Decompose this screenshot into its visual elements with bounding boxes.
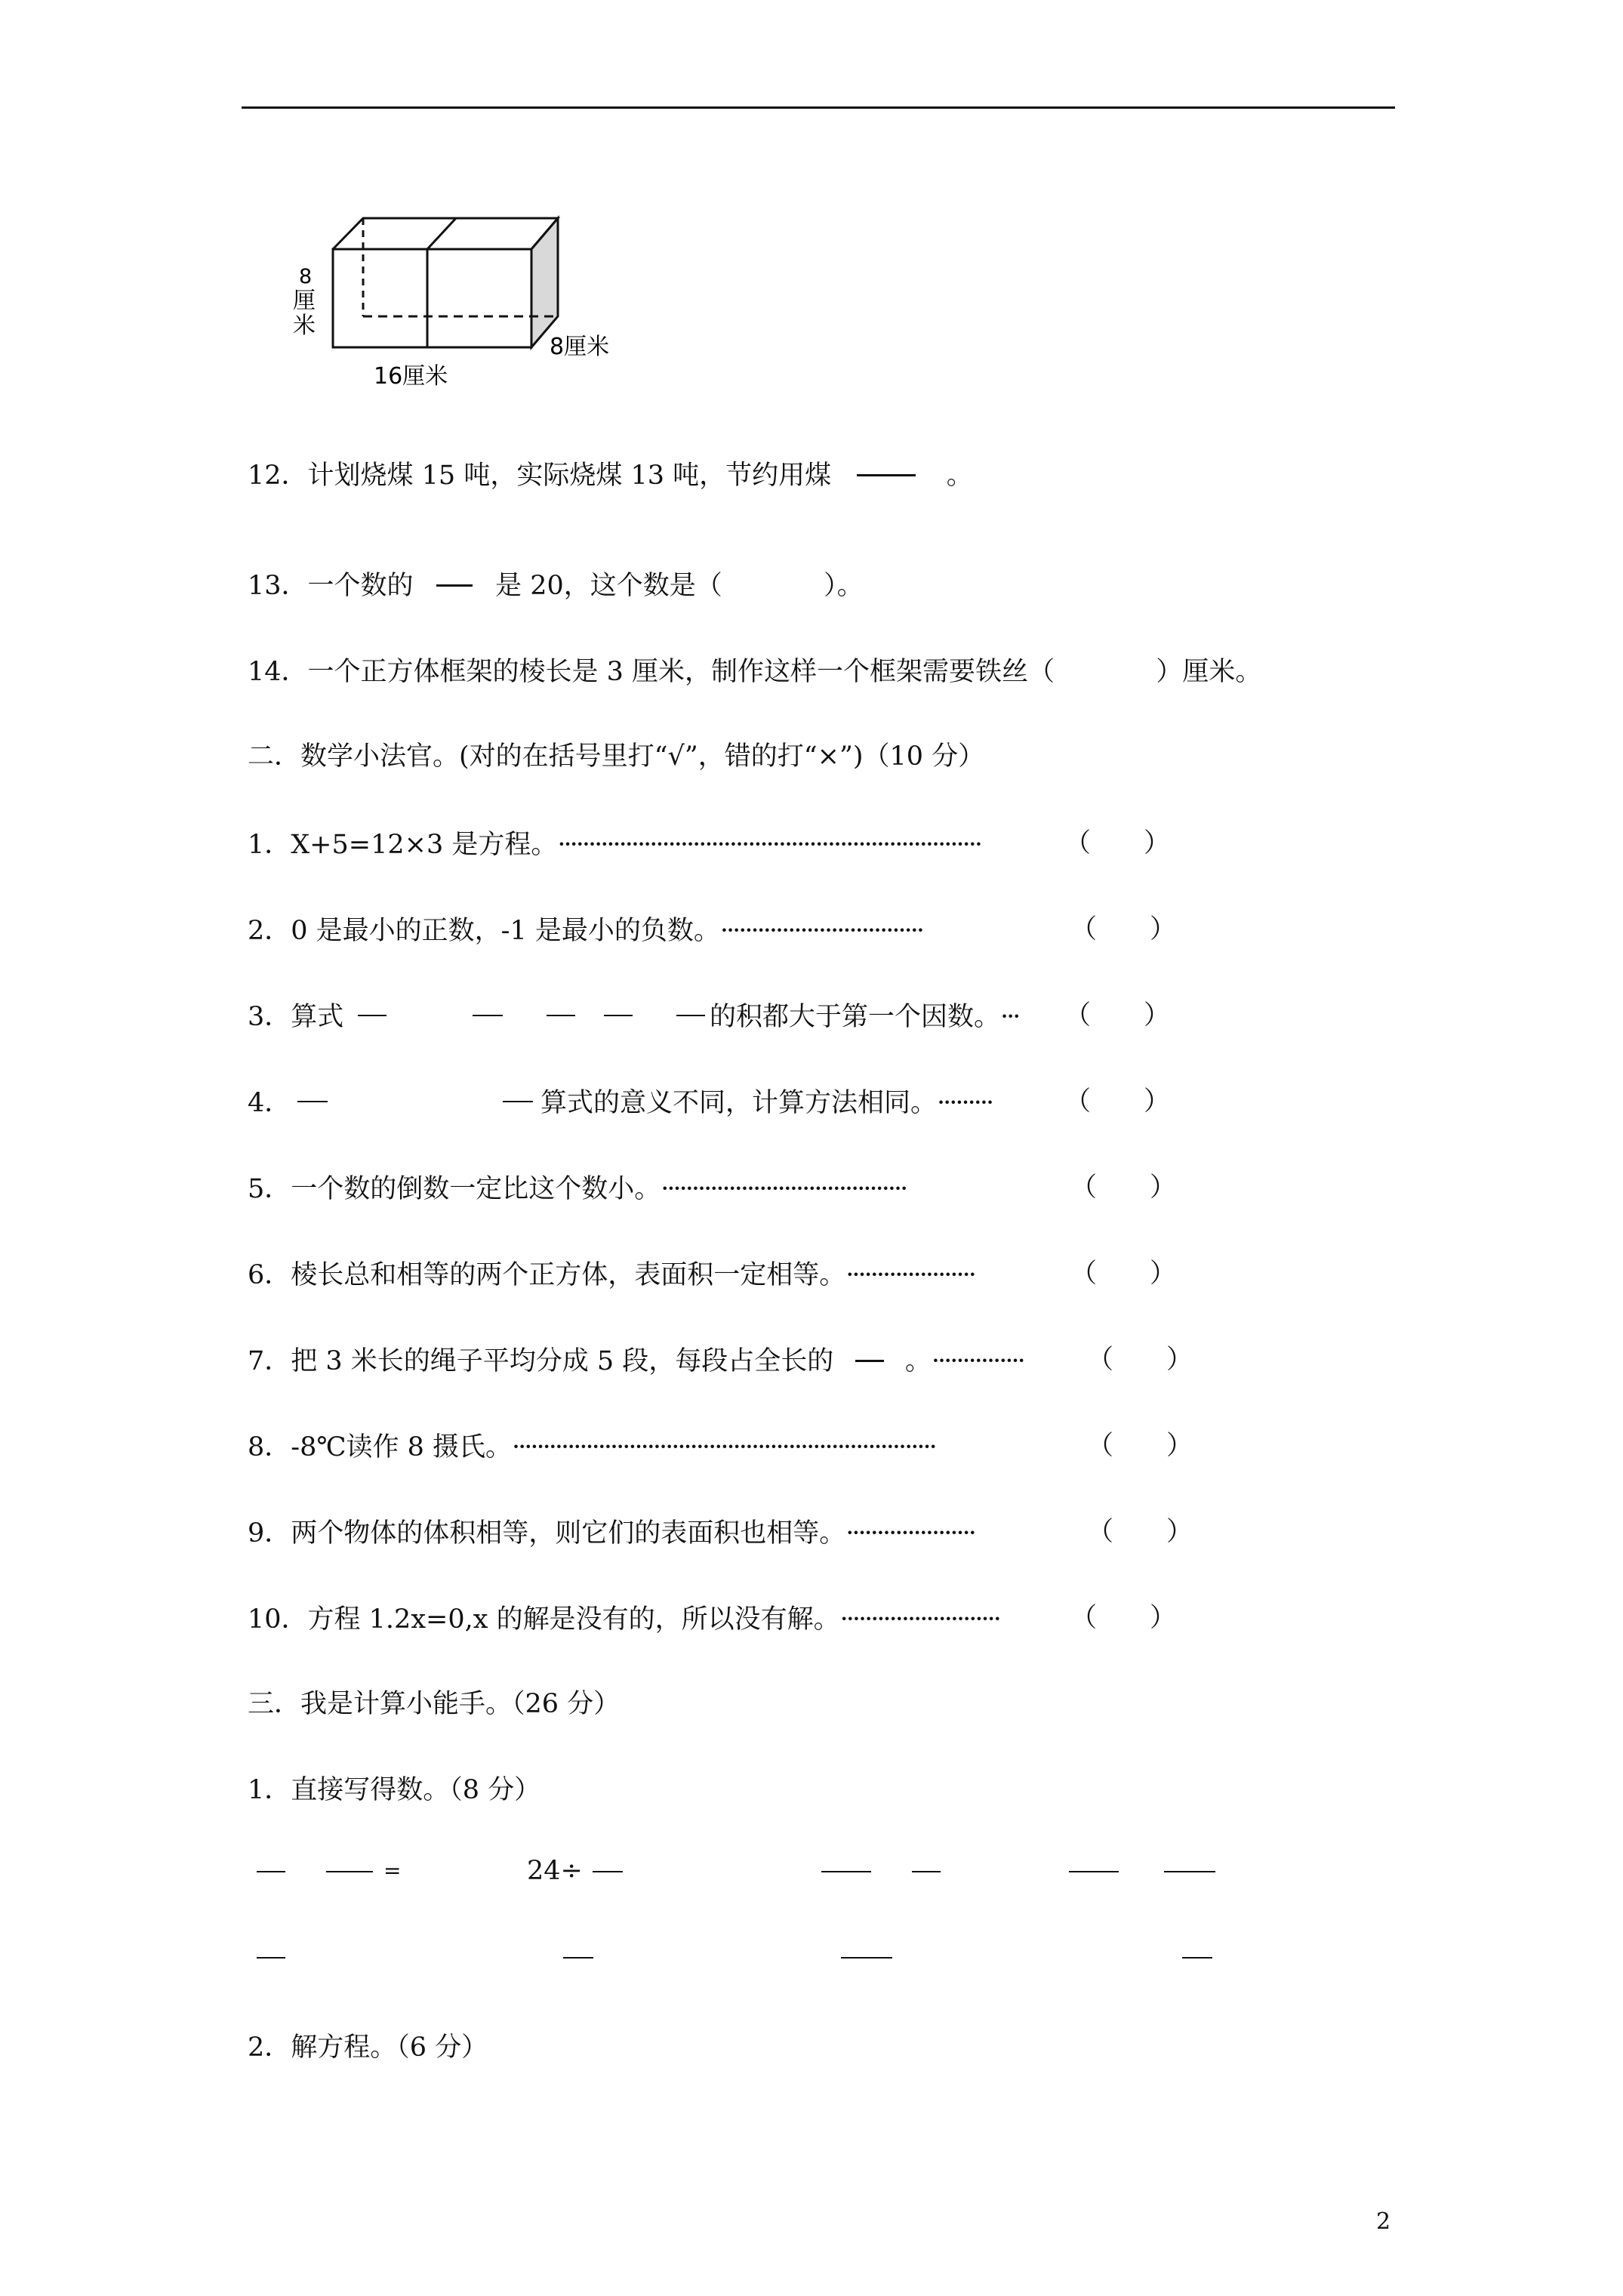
question-14 xyxy=(248,646,1261,695)
page-number: 2 xyxy=(1376,2208,1391,2235)
answer-paren-6[interactable]: （ ） xyxy=(1070,1259,1177,1289)
dot-leader: ····································································· xyxy=(512,1432,935,1462)
depth-label: 8厘米 xyxy=(550,334,610,360)
judge-item-3 xyxy=(248,991,343,1040)
dot-leader: ································· xyxy=(719,915,923,946)
dot-leader: ····················· xyxy=(845,1259,975,1290)
height-digit: 8 xyxy=(299,265,313,288)
width-label: 16厘米 xyxy=(374,363,448,390)
question-13 xyxy=(248,560,864,609)
judge-item-7 xyxy=(248,1336,1024,1384)
judge-item-8-text: 8．-8℃读作 8 摄氏。 xyxy=(248,1432,513,1462)
fraction-bar xyxy=(593,1871,623,1872)
judge-item-5 xyxy=(248,1163,906,1212)
fraction-bar xyxy=(1164,1871,1215,1872)
answer-paren-8[interactable]: （ ） xyxy=(1087,1431,1193,1461)
question-12-text: 12．计划烧煤 15 吨，实际烧煤 13 吨，节约用煤 xyxy=(248,460,832,491)
fraction-bar xyxy=(857,474,916,476)
answer-paren-1[interactable]: （ ） xyxy=(1064,828,1171,858)
dot-leader: ····················· xyxy=(845,1518,975,1549)
fraction-bar xyxy=(1069,1871,1119,1872)
answer-paren-9[interactable]: （ ） xyxy=(1087,1517,1193,1547)
judge-item-4-text-b: 算式的意义不同，计算方法相同。 xyxy=(540,1087,938,1118)
division-expr: 24÷ xyxy=(527,1856,583,1886)
fraction-bar xyxy=(821,1871,871,1872)
fraction-bar xyxy=(855,1360,884,1362)
dot-leader: ·························· xyxy=(839,1604,999,1635)
judge-item-10 xyxy=(248,1594,999,1642)
fraction-bar xyxy=(326,1871,373,1872)
judge-item-7-end: 。 xyxy=(904,1345,932,1376)
fraction-bar xyxy=(676,1015,705,1016)
cuboid-figure xyxy=(279,208,634,404)
question-13-text: 13．一个数的 xyxy=(248,570,414,601)
fraction-bar xyxy=(1182,1957,1212,1959)
fraction-bar xyxy=(257,1957,285,1959)
dot-leader: ····································································· xyxy=(557,829,981,860)
answer-paren-3[interactable]: （ ） xyxy=(1064,1000,1171,1031)
answer-paren-10[interactable]: （ ） xyxy=(1070,1603,1177,1633)
question-12 xyxy=(248,450,973,498)
fraction-bar xyxy=(563,1957,593,1959)
dot-leader: ··· xyxy=(1000,1001,1019,1032)
judge-item-3-text-b: 的积都大于第一个因数。 xyxy=(710,1001,1001,1032)
judge-item-5-text: 5．一个数的倒数一定比这个数小。 xyxy=(248,1173,661,1204)
judge-item-4-text: 4． xyxy=(248,1087,291,1118)
judge-item-6 xyxy=(248,1250,975,1298)
judge-item-2-text: 2．0 是最小的正数，-1 是最小的负数。 xyxy=(248,915,720,946)
fraction-bar xyxy=(503,1101,533,1102)
header-rule xyxy=(242,106,1395,109)
answer-paren-5[interactable]: （ ） xyxy=(1070,1173,1177,1203)
question-12-end: 。 xyxy=(946,460,973,491)
answer-paren-2[interactable]: （ ） xyxy=(1070,914,1177,945)
fraction-bar xyxy=(604,1015,633,1016)
dot-leader: ········································ xyxy=(661,1173,907,1204)
dot-leader: ········· xyxy=(937,1087,993,1118)
answer-paren-4[interactable]: （ ） xyxy=(1064,1086,1171,1117)
question-14-text: 14．一个正方体框架的棱长是 3 厘米，制作这样一个框架需要铁丝（ xyxy=(248,656,1055,687)
fraction-bar xyxy=(257,1871,285,1872)
fraction-bar xyxy=(473,1015,503,1016)
judge-item-4 xyxy=(248,1077,291,1126)
judge-item-9-text: 9．两个物体的体积相等，则它们的表面积也相等。 xyxy=(248,1518,846,1549)
fraction-bar xyxy=(297,1101,328,1102)
fraction-bar xyxy=(358,1015,387,1016)
judge-item-8 xyxy=(248,1422,935,1470)
fraction-bar xyxy=(912,1871,941,1872)
fraction-bar xyxy=(436,584,473,587)
dot-leader: ··············· xyxy=(931,1345,1024,1376)
height-char-1: 厘 xyxy=(293,288,316,314)
judge-item-6-text: 6．棱长总和相等的两个正方体，表面积一定相等。 xyxy=(248,1259,846,1290)
judge-item-10-text: 10．方程 1.2x=0,x 的解是没有的，所以没有解。 xyxy=(248,1604,840,1635)
section-3-sub1: 1．直接写得数。（8 分） xyxy=(248,1775,541,1805)
height-char-2: 米 xyxy=(293,313,316,339)
judge-item-1-text: 1．X+5=12×3 是方程。 xyxy=(248,829,558,860)
question-14-end: ）厘米。 xyxy=(1156,656,1262,687)
judge-item-7-text: 7．把 3 米长的绳子平均分成 5 段，每段占全长的 xyxy=(248,1345,834,1376)
judge-item-1 xyxy=(248,819,981,868)
fraction-bar xyxy=(841,1957,892,1959)
section-3-title: 三．我是计算小能手。（26 分） xyxy=(248,1689,621,1719)
judge-item-9 xyxy=(248,1508,975,1556)
judge-item-3-text: 3．算式 xyxy=(248,1001,344,1032)
section-2-title: 二．数学小法官。(对的在括号里打“√”，错的打“×”)（10 分） xyxy=(248,741,985,772)
judge-item-3-rest xyxy=(710,991,1018,1040)
fraction-bar xyxy=(547,1015,575,1016)
judge-item-4-rest xyxy=(540,1077,992,1126)
question-13-end: ）。 xyxy=(824,570,864,601)
judge-item-2 xyxy=(248,905,922,954)
question-13-mid: 是 20，这个数是（ xyxy=(495,570,722,601)
answer-paren-7[interactable]: （ ） xyxy=(1087,1345,1193,1375)
section-3-sub2: 2．解方程。（6 分） xyxy=(248,2032,488,2063)
equals-sign: = xyxy=(383,1858,402,1883)
